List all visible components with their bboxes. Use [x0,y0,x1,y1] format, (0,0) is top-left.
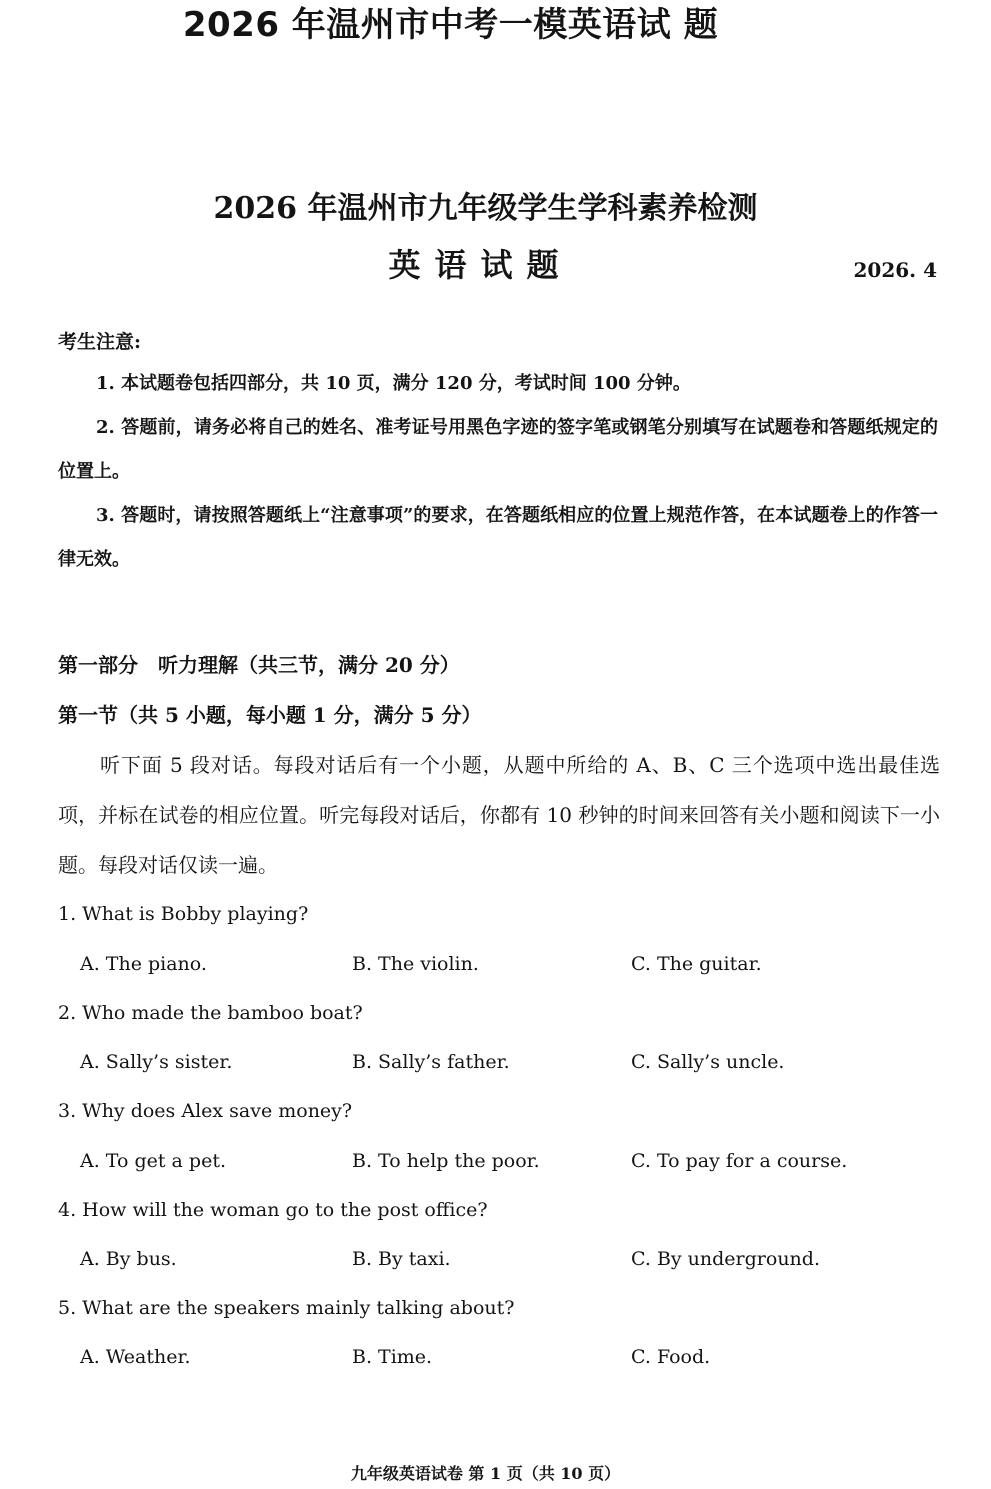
question-2-option-b: B. Sally’s father. [352,1051,510,1073]
question-4-stem: 4. How will the woman go to the post office? [58,1199,488,1221]
question-1-option-a: A. The piano. [80,953,207,975]
notice-heading: 考生注意: [58,331,142,353]
question-3-option-c: C. To pay for a course. [631,1150,848,1172]
exam-title: 2026 年温州市九年级学生学科素养检测 [213,191,758,226]
question-4-option-c: C. By underground. [631,1248,820,1270]
question-2-stem: 2. Who made the bamboo boat? [58,1002,363,1024]
exam-date: 2026. 4 [853,258,937,282]
subject-title: 英语试题 [388,246,573,284]
question-2-option-a: A. Sally’s sister. [80,1051,233,1073]
question-4-option-a: A. By bus. [80,1248,177,1270]
question-5-option-c: C. Food. [631,1346,711,1368]
question-5-option-b: B. Time. [352,1346,433,1368]
question-5-option-a: A. Weather. [80,1346,191,1368]
question-1-stem: 1. What is Bobby playing? [58,903,309,925]
page-footer: 九年级英语试卷 第 1 页（共 10 页） [350,1464,621,1483]
question-1-option-c: C. The guitar. [631,953,762,975]
document-top-title: 2026 年温州市中考一模英语试 题 [182,5,719,45]
question-4-option-b: B. By taxi. [352,1248,451,1270]
question-3-option-b: B. To help the poor. [352,1150,540,1172]
notice-item-1: 1. 本试题卷包括四部分，共 10 页，满分 120 分，考试时间 100 分钟。 [96,373,691,394]
question-3-option-a: A. To get a pet. [80,1150,227,1172]
listening-directions: 听下面 5 段对话。每段对话后有一个小题，从题中所给的 A、B、C 三个选项中选出最佳选项，并标在试卷的相应位置。听完每段对话后，你都有 10 秒钟的时间来回答有关小题和阅读下一小题。每段对话仅读一遍。 [58,753,940,877]
notice-item-2: 2. 答题前，请务必将自己的姓名、准考证号用黑色字迹的签字笔或钢笔分别填写在试题卷和答题纸规定的位置上。 [58,417,938,482]
notice-item-3: 3. 答题时，请按照答题纸上“注意事项”的要求，在答题纸相应的位置上规范作答，在本试题卷上的作答一律无效。 [58,505,938,570]
question-2-option-c: C. Sally’s uncle. [631,1051,785,1073]
question-3-stem: 3. Why does Alex save money? [58,1100,353,1122]
section-one-heading: 第一节（共 5 小题，每小题 1 分，满分 5 分） [58,703,482,727]
question-1-option-b: B. The violin. [352,953,479,975]
question-5-stem: 5. What are the speakers mainly talking about? [58,1297,515,1319]
part-one-heading: 第一部分 听力理解（共三节，满分 20 分） [58,653,460,677]
